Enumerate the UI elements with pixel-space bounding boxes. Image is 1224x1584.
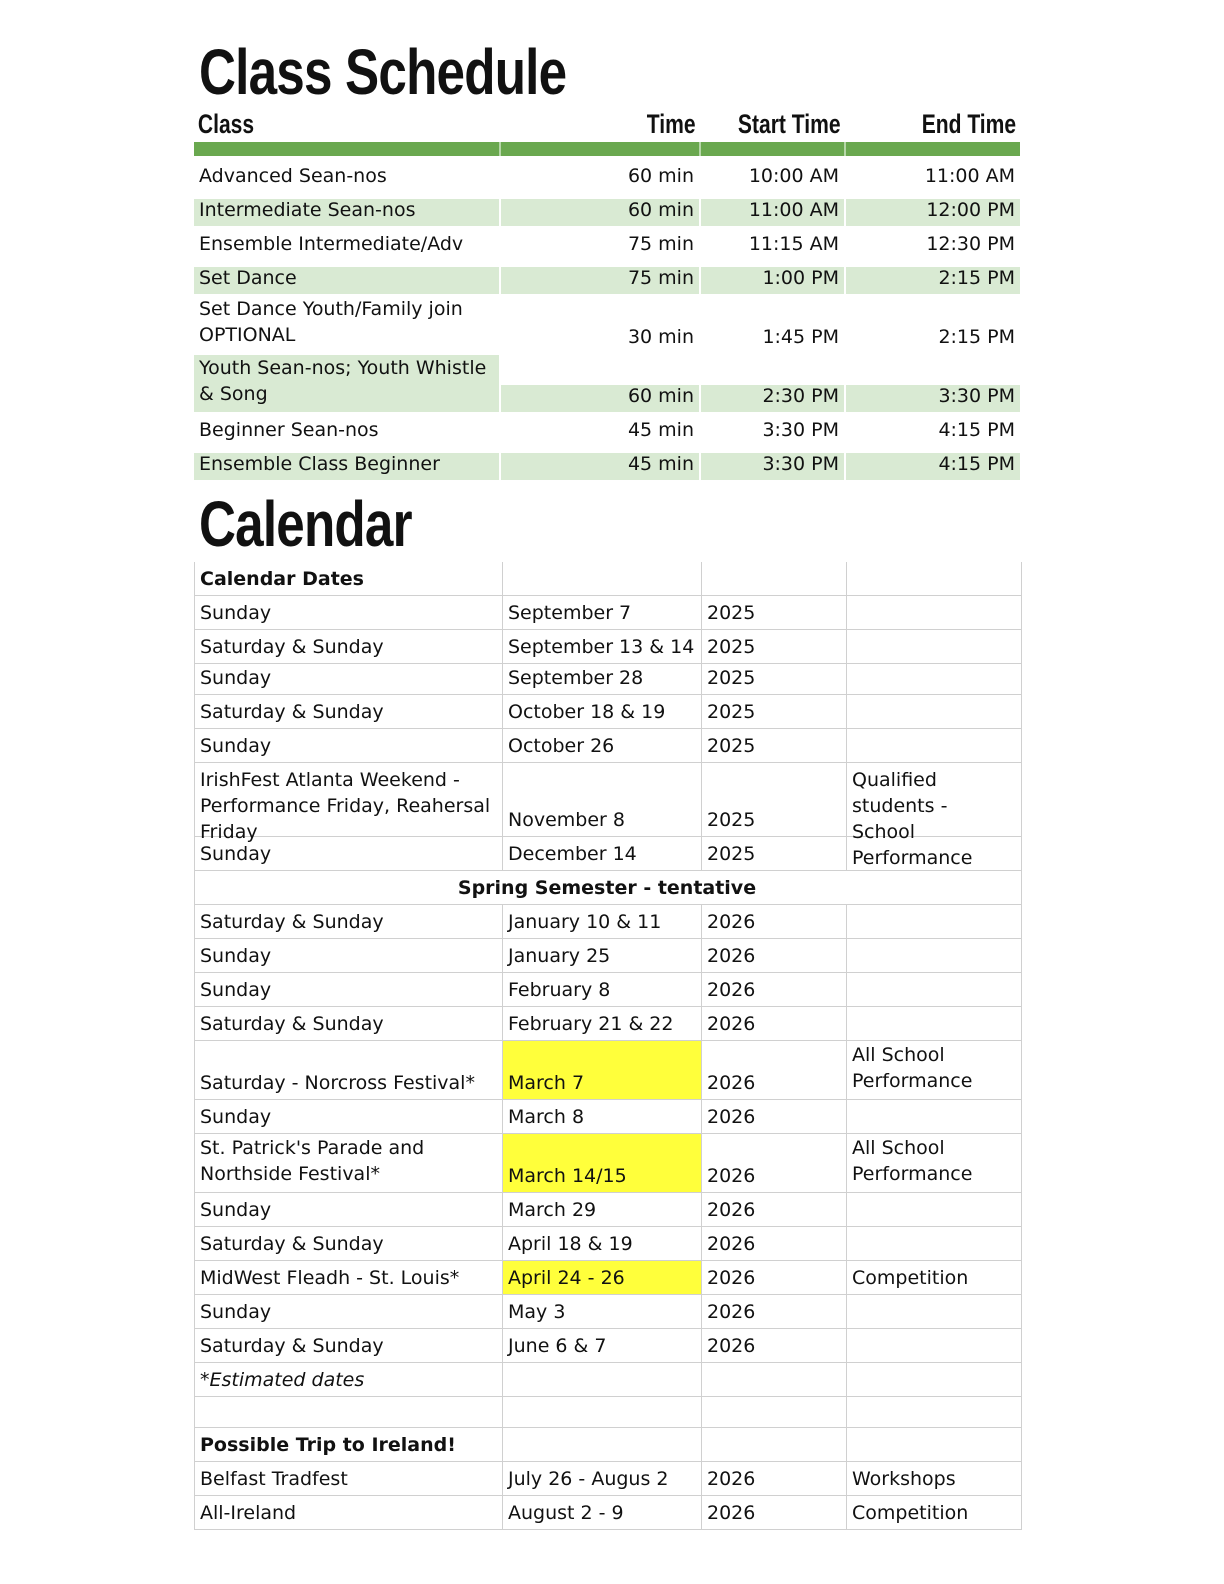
event-day: Saturday & Sunday — [200, 1335, 384, 1357]
event-day: Saturday & Sunday — [200, 701, 384, 723]
event-date: May 3 — [502, 1295, 701, 1328]
event-day: Saturday & Sunday — [200, 1013, 384, 1035]
calendar-title: Calendar — [199, 488, 412, 560]
event-year: 2026 — [701, 1007, 846, 1040]
event-year: 2026 — [701, 905, 846, 938]
event-date: September 7 — [502, 596, 701, 629]
event-year: 2026 — [701, 1041, 846, 1099]
event-year: 2025 — [701, 763, 846, 836]
event-day: Belfast Tradfest — [200, 1468, 348, 1490]
table-row — [195, 729, 1021, 763]
header-time: Time — [545, 109, 701, 142]
start-time: 3:30 PM — [701, 453, 846, 480]
calendar-heading: Calendar Dates — [200, 568, 364, 590]
event-note — [846, 837, 1019, 870]
event-day: Sunday — [200, 1106, 272, 1128]
start-time: 11:15 AM — [701, 233, 846, 260]
class-name: Ensemble Intermediate/Adv — [194, 233, 501, 260]
duration: 60 min — [501, 199, 701, 226]
event-year: 2026 — [701, 1496, 846, 1529]
table-row — [195, 1496, 1021, 1530]
event-date: February 8 — [502, 973, 701, 1006]
event-date: March 8 — [502, 1100, 701, 1133]
duration: 75 min — [501, 233, 701, 260]
event-date-highlighted: March 7 — [502, 1041, 701, 1099]
duration: 45 min — [501, 419, 701, 446]
event-note — [846, 1329, 1019, 1362]
event-date: August 2 - 9 — [502, 1496, 701, 1529]
event-note — [846, 695, 1019, 728]
table-row — [194, 158, 1020, 192]
end-time: 2:15 PM — [846, 267, 1020, 294]
event-note: All School Performance — [846, 1134, 1019, 1192]
duration: 60 min — [501, 385, 701, 412]
header-start-time: Start Time — [733, 109, 846, 142]
end-time: 2:15 PM — [938, 326, 1015, 348]
note-row — [195, 1363, 1021, 1397]
event-day: Saturday - Norcross Festival* — [200, 1072, 475, 1094]
event-note — [846, 1193, 1019, 1226]
table-row — [195, 1134, 1021, 1193]
event-year: 2026 — [701, 1227, 846, 1260]
event-year: 2026 — [701, 1134, 846, 1192]
table-row — [195, 596, 1021, 630]
event-day: All-Ireland — [200, 1502, 297, 1524]
end-time: 12:00 PM — [846, 199, 1020, 226]
event-day: Saturday & Sunday — [200, 1233, 384, 1255]
class-name: Set Dance — [194, 267, 501, 294]
header-end-time: End Time — [921, 109, 1017, 139]
event-note — [846, 729, 1019, 762]
start-time: 10:00 AM — [701, 165, 846, 192]
schedule-header-row — [194, 106, 1020, 142]
event-note — [846, 1100, 1019, 1133]
calendar-table — [194, 562, 1022, 1530]
event-day: Sunday — [200, 1199, 272, 1221]
event-year: 2025 — [701, 837, 846, 870]
event-year: 2025 — [701, 729, 846, 762]
class-name: Youth Sean-nos; Youth Whistle & Song — [194, 355, 501, 412]
end-time: 4:15 PM — [846, 453, 1020, 480]
table-row — [194, 226, 1020, 260]
table-row — [195, 630, 1021, 664]
event-day: Sunday — [200, 979, 272, 1001]
end-time: 4:15 PM — [938, 419, 1015, 441]
duration: 45 min — [501, 453, 701, 480]
trip-heading-row — [195, 1428, 1021, 1462]
trip-heading: Possible Trip to Ireland! — [200, 1434, 456, 1456]
event-date: July 26 - Augus 2 — [502, 1462, 701, 1495]
event-date-highlighted: April 24 - 26 — [502, 1261, 701, 1294]
event-year: 2026 — [701, 1261, 846, 1294]
event-note — [846, 1007, 1019, 1040]
event-day: Sunday — [200, 843, 272, 865]
event-date: October 18 & 19 — [502, 695, 701, 728]
table-row — [194, 192, 1020, 226]
event-date: September 13 & 14 — [502, 630, 701, 663]
event-date: March 29 — [502, 1193, 701, 1226]
event-date: June 6 & 7 — [502, 1329, 701, 1362]
event-date: December 14 — [502, 837, 701, 870]
event-year: 2026 — [701, 1193, 846, 1226]
table-row — [195, 1193, 1021, 1227]
table-row — [195, 1007, 1021, 1041]
event-date: January 25 — [502, 939, 701, 972]
event-date: September 28 — [502, 664, 701, 694]
table-row — [194, 294, 1020, 353]
event-year: 2025 — [701, 596, 846, 629]
end-time: 11:00 AM — [924, 165, 1015, 187]
class-name: Advanced Sean-nos — [194, 165, 501, 192]
event-year: 2026 — [701, 973, 846, 1006]
duration: 60 min — [501, 165, 701, 192]
duration: 30 min — [501, 326, 701, 353]
spring-semester-heading: Spring Semester - tentative — [457, 877, 757, 899]
event-day: Sunday — [200, 735, 272, 757]
header-class: Class — [194, 109, 433, 142]
table-row — [195, 1100, 1021, 1134]
end-time: 12:30 PM — [926, 233, 1015, 255]
event-day: Saturday & Sunday — [200, 911, 384, 933]
event-note: Competition — [846, 1261, 1019, 1294]
event-note — [846, 939, 1019, 972]
event-date: November 8 — [502, 763, 701, 836]
event-date: January 10 & 11 — [502, 905, 701, 938]
event-year: 2026 — [701, 1462, 846, 1495]
event-note: Workshops — [846, 1462, 1019, 1495]
event-date: February 21 & 22 — [502, 1007, 701, 1040]
estimated-dates-note: *Estimated dates — [200, 1369, 365, 1391]
event-note — [846, 630, 1019, 663]
event-note: Competition — [846, 1496, 1019, 1529]
start-time: 1:45 PM — [701, 326, 846, 353]
event-note: All School Performance — [846, 1041, 1019, 1099]
table-row — [195, 1261, 1021, 1295]
event-day: Sunday — [200, 667, 272, 689]
table-row — [195, 905, 1021, 939]
event-year: 2026 — [701, 1100, 846, 1133]
event-date: October 26 — [502, 729, 701, 762]
event-year: 2026 — [701, 939, 846, 972]
event-note — [846, 1295, 1019, 1328]
event-year: 2025 — [701, 664, 846, 694]
event-note — [846, 905, 1019, 938]
table-row — [195, 1041, 1021, 1100]
event-day: St. Patrick's Parade and Northside Festival* — [200, 1137, 425, 1185]
end-time: 3:30 PM — [846, 385, 1020, 412]
event-year: 2025 — [701, 630, 846, 663]
table-row — [195, 664, 1021, 695]
table-row — [194, 412, 1020, 446]
class-name: Ensemble Class Beginner — [194, 453, 501, 480]
header-divider-bar — [194, 142, 1020, 156]
event-day: Sunday — [200, 945, 272, 967]
event-date: April 18 & 19 — [502, 1227, 701, 1260]
table-row — [195, 695, 1021, 729]
event-day: Saturday & Sunday — [200, 636, 384, 658]
empty-row — [195, 1397, 1021, 1428]
start-time: 3:30 PM — [701, 419, 846, 446]
start-time: 2:30 PM — [701, 385, 846, 412]
event-day: IrishFest Atlanta Weekend - Performance Friday, Reahersal Friday — [200, 769, 491, 843]
table-row — [194, 446, 1020, 480]
class-name: Intermediate Sean-nos — [194, 199, 501, 226]
event-day: Sunday — [200, 1301, 272, 1323]
table-row — [195, 837, 1021, 871]
class-name: Beginner Sean-nos — [194, 419, 501, 446]
table-row — [195, 973, 1021, 1007]
class-schedule-table — [194, 106, 1020, 480]
spring-heading-row — [195, 871, 1021, 905]
schedule-title: Class Schedule — [199, 36, 567, 108]
class-name: Set Dance Youth/Family join OPTIONAL — [194, 296, 501, 353]
event-note — [846, 973, 1019, 1006]
table-row — [194, 353, 1020, 412]
event-note: Qualified students - School Performance — [846, 763, 1019, 836]
duration: 75 min — [501, 267, 701, 294]
event-year: 2026 — [701, 1295, 846, 1328]
event-note — [846, 1227, 1019, 1260]
calendar-heading-row — [195, 562, 1021, 596]
table-row — [195, 1227, 1021, 1261]
table-row — [195, 1329, 1021, 1363]
event-year: 2026 — [701, 1329, 846, 1362]
event-day: MidWest Fleadh - St. Louis* — [200, 1267, 460, 1289]
event-year: 2025 — [701, 695, 846, 728]
event-date-highlighted: March 14/15 — [502, 1134, 701, 1192]
event-day: Sunday — [200, 602, 272, 624]
table-row — [195, 939, 1021, 973]
start-time: 11:00 AM — [701, 199, 846, 226]
table-row — [194, 260, 1020, 294]
event-note — [846, 664, 1019, 694]
table-row — [195, 1295, 1021, 1329]
start-time: 1:00 PM — [701, 267, 846, 294]
table-row — [195, 1462, 1021, 1496]
event-note — [846, 596, 1019, 629]
